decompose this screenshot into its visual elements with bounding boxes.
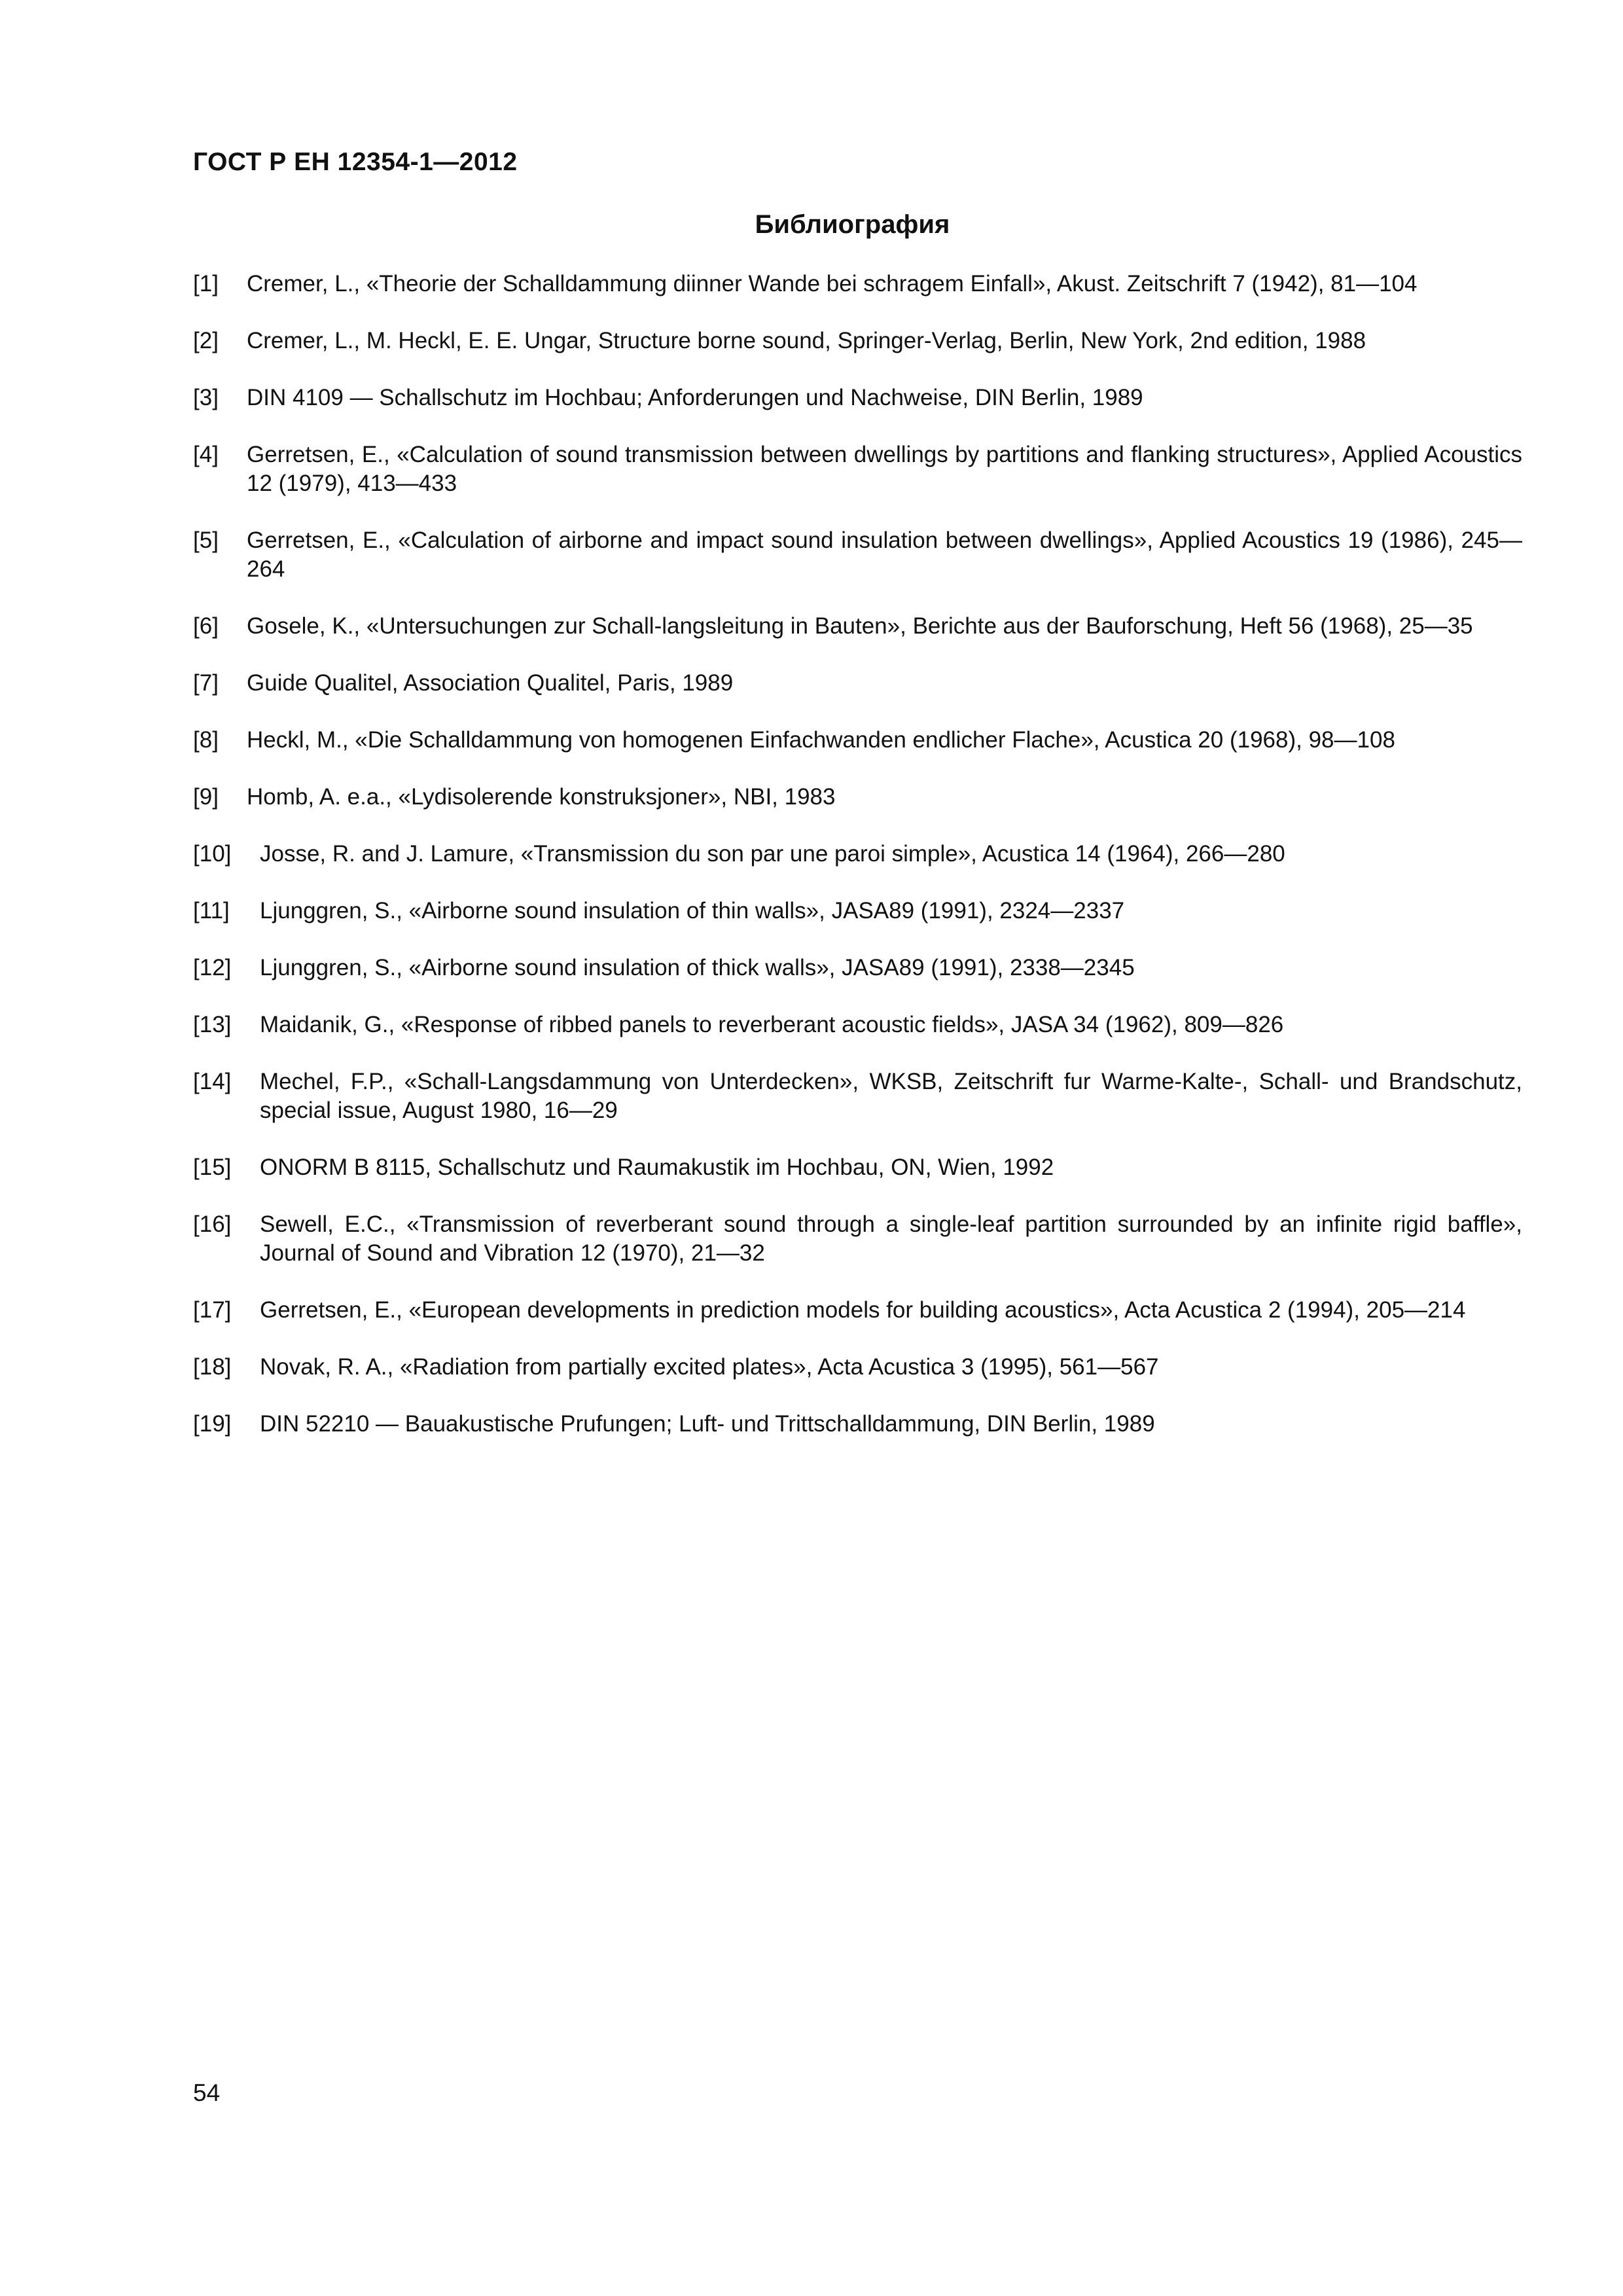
document-code: ГОСТ Р ЕН 12354-1—2012: [193, 148, 518, 176]
reference-number: [2]: [193, 328, 219, 353]
reference-number: [17]: [193, 1297, 232, 1323]
reference-item: [193, 1153, 1522, 1182]
reference-item: [193, 840, 1522, 869]
reference-item: [193, 954, 1522, 982]
reference-number: [16]: [193, 1211, 232, 1237]
reference-text: Sewell, E.C., «Transmission of reverberant sound through a single-leaf partition surrounded by an infinite rigid baffle», Journal of Sound and Vibration 12 (1970), 21—32: [260, 1211, 1522, 1266]
reference-number: [18]: [193, 1354, 232, 1380]
reference-text: Guide Qualitel, Association Qualitel, Paris, 1989: [247, 670, 734, 696]
reference-text: Homb, A. e.a., «Lydisolerende konstruksjoner», NBI, 1983: [247, 784, 836, 810]
reference-number: [3]: [193, 385, 219, 410]
reference-text: Gosele, K., «Untersuchungen zur Schall-langsleitung in Bauten», Berichte aus der Bauforschung, Heft 56 (1968), 25—35: [247, 613, 1473, 639]
bibliography-list: [193, 270, 1522, 1467]
reference-number: [10]: [193, 841, 232, 867]
reference-item: [193, 897, 1522, 925]
reference-item: [193, 327, 1522, 355]
reference-number: [14]: [193, 1069, 232, 1094]
reference-number: [15]: [193, 1155, 232, 1180]
reference-item: [193, 1410, 1522, 1439]
reference-text: Cremer, L., «Theorie der Schalldammung diinner Wande bei schragem Einfall», Akust. Zeitschrift 7 (1942), 81—104: [247, 271, 1418, 296]
reference-item: [193, 1067, 1522, 1125]
reference-number: [6]: [193, 613, 219, 639]
bibliography-title: Библиография: [755, 210, 950, 239]
reference-number: [1]: [193, 271, 219, 296]
reference-text: Maidanik, G., «Response of ribbed panels to reverberant acoustic fields», JASA 34 (1962), 809—826: [260, 1012, 1284, 1037]
reference-text: DIN 52210 — Bauakustische Prufungen; Luft- und Trittschalldammung, DIN Berlin, 1989: [260, 1411, 1155, 1437]
reference-item: [193, 669, 1522, 698]
reference-item: [193, 1011, 1522, 1039]
reference-item: [193, 1296, 1522, 1325]
reference-text: Novak, R. A., «Radiation from partially excited plates», Acta Acustica 3 (1995), 561—567: [260, 1354, 1159, 1380]
reference-text: Ljunggren, S., «Airborne sound insulation of thick walls», JASA89 (1991), 2338—2345: [260, 955, 1135, 980]
reference-number: [8]: [193, 727, 219, 753]
reference-text: Josse, R. and J. Lamure, «Transmission du son par une paroi simple», Acustica 14 (1964), 266—280: [260, 841, 1285, 867]
reference-item: [193, 612, 1522, 641]
reference-text: Heckl, M., «Die Schalldammung von homogenen Einfachwanden endlicher Flache», Acustica 20 (1968), 98—108: [247, 727, 1395, 753]
reference-item: [193, 384, 1522, 412]
reference-number: [11]: [193, 898, 230, 924]
reference-text: Cremer, L., M. Heckl, E. E. Ungar, Structure borne sound, Springer-Verlag, Berlin, New York, 2nd edition, 1988: [247, 328, 1366, 353]
reference-text: ONORM B 8115, Schallschutz und Raumakustik im Hochbau, ON, Wien, 1992: [260, 1155, 1054, 1180]
reference-text: Gerretsen, E., «Calculation of sound transmission between dwellings by partitions and flanking structures», Applied Acoustics 12 (1979), 413—433: [247, 442, 1522, 496]
reference-item: [193, 526, 1522, 584]
reference-number: [7]: [193, 670, 219, 696]
reference-number: [13]: [193, 1012, 232, 1037]
reference-item: [193, 1210, 1522, 1268]
reference-item: [193, 270, 1522, 298]
reference-text: Gerretsen, E., «European developments in prediction models for building acoustics», Acta Acustica 2 (1994), 205—214: [260, 1297, 1466, 1323]
reference-item: [193, 440, 1522, 498]
reference-text: Gerretsen, E., «Calculation of airborne and impact sound insulation between dwellings», Applied Acoustics 19 (1986), 245—264: [247, 528, 1522, 582]
reference-number: [19]: [193, 1411, 232, 1437]
reference-text: Mechel, F.P., «Schall-Langsdammung von Unterdecken», WKSB, Zeitschrift fur Warme-Kalte-, Schall- und Brandschutz, special issue, August 1980, 16—29: [260, 1069, 1522, 1123]
reference-text: DIN 4109 — Schallschutz im Hochbau; Anforderungen und Nachweise, DIN Berlin, 1989: [247, 385, 1143, 410]
reference-number: [12]: [193, 955, 232, 980]
reference-number: [9]: [193, 784, 219, 810]
reference-text: Ljunggren, S., «Airborne sound insulation of thin walls», JASA89 (1991), 2324—2337: [260, 898, 1125, 924]
reference-number: [5]: [193, 528, 219, 553]
reference-item: [193, 1353, 1522, 1382]
page-number: 54: [193, 2079, 221, 2106]
reference-item: [193, 726, 1522, 755]
reference-item: [193, 783, 1522, 812]
reference-number: [4]: [193, 442, 219, 467]
